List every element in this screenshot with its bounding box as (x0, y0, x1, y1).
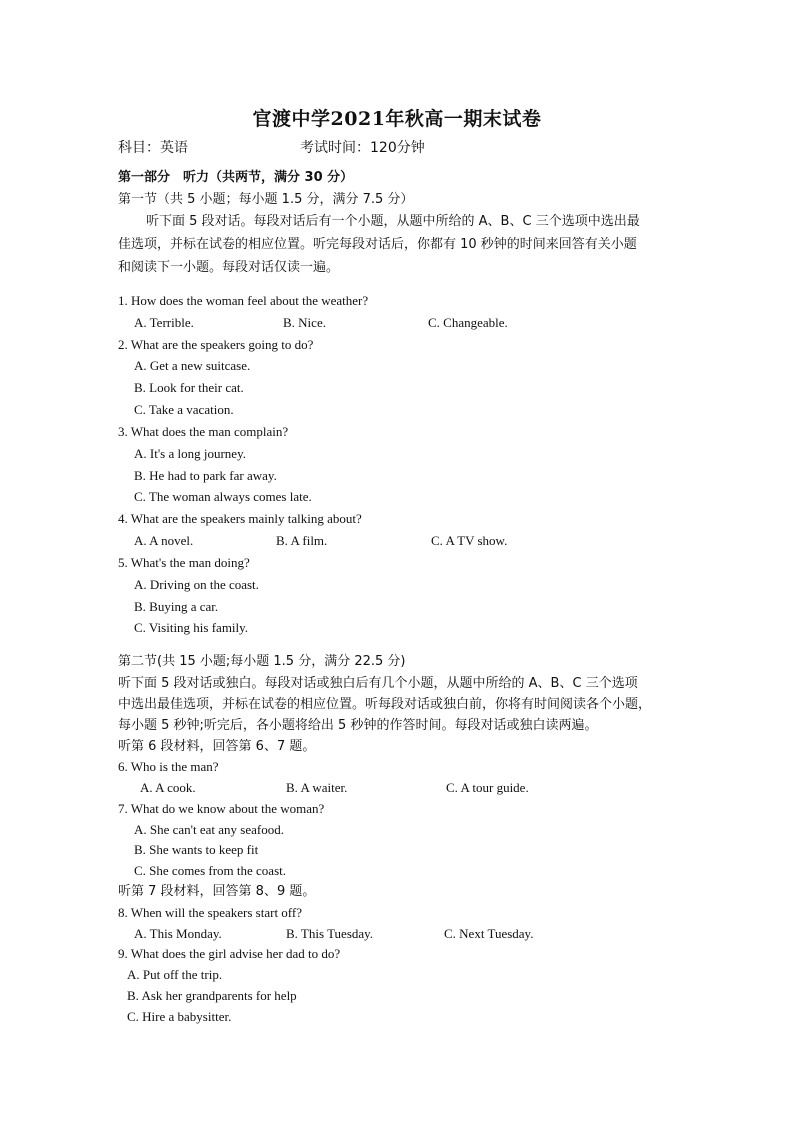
question-6-option-b: B. A waiter. (286, 780, 348, 795)
question-4-option-c: C. A TV show. (431, 533, 508, 548)
section1-heading: 第一节（共 5 小题；每小题 1.5 分，满分 7.5 分） (118, 192, 414, 207)
question-4-option-a: A. A novel. (134, 533, 194, 548)
question-2-option-a: A. Get a new suitcase. (134, 358, 251, 373)
question-2-option-b: B. Look for their cat. (134, 380, 244, 395)
material-7-note: 听第 7 段材料，回答第 8、9 题。 (118, 884, 316, 899)
section2-heading: 第二节(共 15 小题;每小题 1.5 分，满分 22.5 分) (118, 654, 406, 669)
section1-instructions-line2: 佳选项，并标在试卷的相应位置。听完每段对话后，你都有 10 秒钟的时间来回答有关小题 (118, 237, 637, 252)
question-8-option-c: C. Next Tuesday. (444, 926, 534, 941)
question-1-option-c: C. Changeable. (428, 315, 508, 330)
question-3: 3. What does the man complain? (118, 424, 289, 439)
section1-instructions-line3: 和阅读下一小题。每段对话仅读一遍。 (118, 260, 340, 275)
question-9-option-c: C. Hire a babysitter. (127, 1009, 232, 1024)
question-7-option-a: A. She can't eat any seafood. (134, 822, 284, 837)
question-2: 2. What are the speakers going to do? (118, 337, 314, 352)
question-1-option-b: B. Nice. (283, 315, 326, 330)
exam-time-label: 考试时间：120分钟 (300, 140, 425, 156)
question-9: 9. What does the girl advise her dad to do? (118, 946, 341, 961)
exam-title: 官渡中学2021年秋高一期末试卷 (252, 108, 542, 130)
question-7-option-b: B. She wants to keep fit (134, 842, 259, 857)
question-9-option-b: B. Ask her grandparents for help (127, 988, 297, 1003)
question-7: 7. What do we know about the woman? (118, 801, 325, 816)
subject-label: 科目：英语 (118, 140, 188, 156)
section2-instructions-line2: 中选出最佳选项，并标在试卷的相应位置。听每段对话或独白前，你将有时间阅读各个小题， (118, 697, 652, 712)
question-1-option-a: A. Terrible. (134, 315, 194, 330)
section2-instructions-line3: 每小题 5 秒钟;听完后，各小题将给出 5 秒钟的作答时间。每段对话或独白读两遍。 (118, 718, 598, 733)
question-6-option-a: A. A cook. (140, 780, 196, 795)
question-8: 8. When will the speakers start off? (118, 905, 302, 920)
section1-instructions-line1: 听下面 5 段对话。每段对话后有一个小题，从题中所给的 A、B、C 三个选项中选出最 (146, 214, 640, 229)
question-7-option-c: C. She comes from the coast. (134, 863, 286, 878)
question-3-option-b: B. He had to park far away. (134, 468, 277, 483)
question-5-option-c: C. Visiting his family. (134, 620, 249, 635)
question-3-option-a: A. It's a long journey. (134, 446, 246, 461)
question-9-option-a: A. Put off the trip. (127, 967, 223, 982)
question-1: 1. How does the woman feel about the weather? (118, 293, 369, 308)
question-5-option-a: A. Driving on the coast. (134, 577, 259, 592)
question-5: 5. What's the man doing? (118, 555, 250, 570)
question-4: 4. What are the speakers mainly talking about? (118, 511, 362, 526)
question-6: 6. Who is the man? (118, 759, 219, 774)
question-3-option-c: C. The woman always comes late. (134, 489, 312, 504)
question-4-option-b: B. A film. (276, 533, 328, 548)
question-8-option-b: B. This Tuesday. (286, 926, 374, 941)
question-6-option-c: C. A tour guide. (446, 780, 529, 795)
material-6-note: 听第 6 段材料，回答第 6、7 题。 (118, 739, 316, 754)
question-2-option-c: C. Take a vacation. (134, 402, 234, 417)
question-5-option-b: B. Buying a car. (134, 599, 219, 614)
section2-instructions-line1: 听下面 5 段对话或独白。每段对话或独白后有几个小题，从题中所给的 A、B、C 三个选项 (118, 676, 638, 691)
question-8-option-a: A. This Monday. (134, 926, 222, 941)
part1-heading: 第一部分 听力（共两节，满分 30 分） (118, 170, 354, 185)
